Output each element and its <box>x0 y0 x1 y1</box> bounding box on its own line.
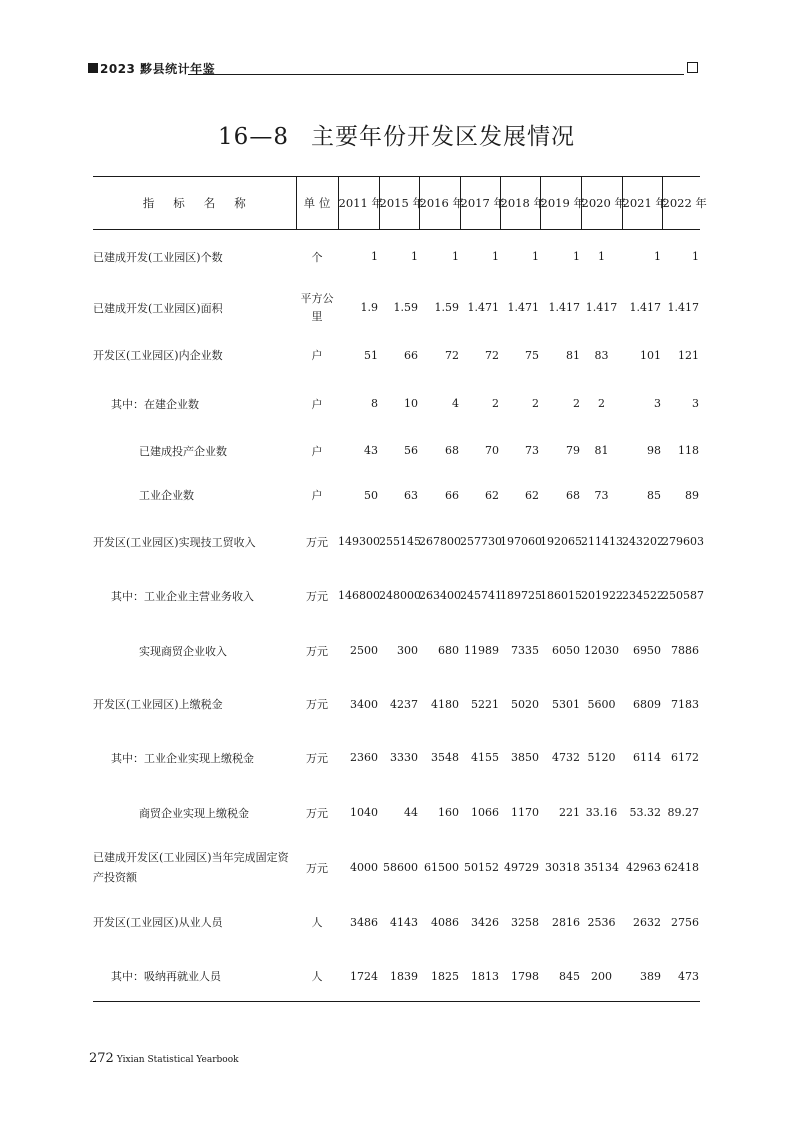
header-year: 2011 年 <box>338 177 379 230</box>
unit-cell: 个 <box>311 250 323 264</box>
table-title-text: 主要年份开发区发展情况 <box>310 124 575 150</box>
indicator-name: 已建成开发(工业园区)面积 <box>93 301 223 315</box>
value-cell: 4732 <box>552 751 580 764</box>
value-cell: 118 <box>678 444 699 457</box>
value-cell: 50152 <box>464 861 499 874</box>
unit-cell: 户 <box>311 489 323 502</box>
value-cell: 42963 <box>626 861 661 874</box>
indicator-name: 其中：在建企业数 <box>111 397 199 411</box>
value-cell: 121 <box>678 348 699 362</box>
value-cell: 6050 <box>552 644 580 657</box>
value-cell: 1066 <box>471 806 499 819</box>
value-cell: 35134 <box>584 861 619 874</box>
table-row <box>93 676 700 733</box>
indicator-name: 已建成开发区(工业园区)当年完成固定资产投资额 <box>93 850 289 884</box>
value-cell: 101 <box>640 348 661 362</box>
value-cell: 2 <box>573 397 580 410</box>
value-cell: 160 <box>438 806 459 819</box>
unit-cell: 万元 <box>306 644 328 658</box>
value-cell: 6172 <box>671 751 699 764</box>
value-cell: 43 <box>364 444 378 457</box>
table-row <box>93 626 700 676</box>
value-cell: 85 <box>647 488 661 502</box>
table-row <box>93 429 700 473</box>
value-cell: 7183 <box>671 697 699 711</box>
header-rule <box>188 74 684 75</box>
table-row <box>93 518 700 566</box>
value-cell: 5120 <box>587 751 616 764</box>
value-cell: 6809 <box>633 697 661 711</box>
value-cell: 3258 <box>511 915 539 929</box>
value-cell: 89.27 <box>667 806 699 819</box>
table-title <box>0 118 793 151</box>
table-row <box>93 783 700 843</box>
value-cell: 68 <box>445 444 459 457</box>
header-title: 2023 黟县统计年鉴 <box>100 62 216 76</box>
value-cell: 2536 <box>587 915 616 929</box>
table-header-row <box>93 177 700 230</box>
value-cell: 250587 <box>662 589 704 602</box>
value-cell: 1.471 <box>467 301 499 314</box>
value-cell: 73 <box>594 488 609 502</box>
value-cell: 257730 <box>460 535 502 548</box>
value-cell: 2756 <box>671 915 699 929</box>
value-cell: 3 <box>654 397 661 410</box>
header-year: 2022 年 <box>662 177 700 230</box>
value-cell: 10 <box>404 397 418 410</box>
value-cell: 49729 <box>504 861 539 874</box>
value-cell: 50 <box>364 488 378 502</box>
value-cell: 245741 <box>460 589 502 602</box>
data-table <box>93 176 707 1002</box>
value-cell: 81 <box>566 348 580 362</box>
value-cell: 8 <box>371 397 378 410</box>
value-cell: 51 <box>364 348 378 362</box>
header-year: 2016 年 <box>419 177 460 230</box>
value-cell: 3850 <box>511 751 539 764</box>
table-row <box>93 566 700 626</box>
indicator-name: 工业企业数 <box>139 489 194 502</box>
value-cell: 4180 <box>431 697 459 711</box>
header-year: 2015 年 <box>379 177 419 230</box>
table-row <box>93 379 700 429</box>
unit-cell: 人 <box>311 916 323 929</box>
value-cell: 68 <box>566 488 580 502</box>
value-cell: 2500 <box>350 644 378 657</box>
value-cell: 389 <box>622 952 662 1002</box>
unit-cell: 万元 <box>306 589 328 603</box>
unit-cell: 平方公里 <box>300 291 334 323</box>
value-cell: 1170 <box>511 806 539 819</box>
table-number: 16—8 <box>218 124 289 150</box>
value-cell: 279603 <box>662 535 704 548</box>
page-number: 272 <box>89 1051 114 1066</box>
header-year: 2019 年 <box>540 177 581 230</box>
value-cell: 63 <box>404 488 418 502</box>
value-cell: 3548 <box>431 751 459 764</box>
header-indicator: 指标名称 <box>93 177 296 230</box>
indicator-name: 其中：吸纳再就业人员 <box>93 952 296 1002</box>
value-cell: 79 <box>566 444 580 457</box>
value-cell: 11989 <box>464 644 499 657</box>
value-cell: 473 <box>662 952 700 1002</box>
value-cell: 1.59 <box>434 301 459 314</box>
value-cell: 1 <box>654 250 661 264</box>
value-cell: 1.59 <box>393 301 418 314</box>
value-cell: 6114 <box>633 751 661 764</box>
table-row <box>93 230 700 284</box>
value-cell: 255145 <box>379 535 421 548</box>
unit-cell: 户 <box>311 397 323 411</box>
value-cell: 7886 <box>671 644 699 657</box>
value-cell: 1040 <box>350 806 378 819</box>
value-cell: 1 <box>371 250 378 264</box>
value-cell: 4 <box>452 397 459 410</box>
value-cell: 1.417 <box>585 301 618 314</box>
value-cell: 1 <box>452 250 459 264</box>
value-cell: 197060 <box>500 535 542 548</box>
value-cell: 146800 <box>338 589 380 602</box>
indicator-name: 实现商贸企业收入 <box>139 644 227 658</box>
value-cell: 4155 <box>471 751 499 764</box>
value-cell: 12030 <box>584 644 619 657</box>
value-cell: 72 <box>485 348 499 362</box>
value-cell: 2 <box>492 397 499 410</box>
indicator-name: 其中：工业企业主营业务收入 <box>111 589 254 603</box>
value-cell: 62 <box>485 488 499 502</box>
table-row <box>93 284 700 332</box>
value-cell: 1724 <box>338 952 379 1002</box>
value-cell: 66 <box>445 488 459 502</box>
value-cell: 5600 <box>587 697 616 711</box>
value-cell: 1 <box>492 250 499 264</box>
value-cell: 3400 <box>350 697 378 711</box>
value-cell: 680 <box>438 644 459 657</box>
value-cell: 1813 <box>460 952 500 1002</box>
indicator-name: 商贸企业实现上缴税金 <box>139 806 249 820</box>
value-cell: 33.16 <box>585 806 618 819</box>
value-cell: 44 <box>404 806 418 819</box>
value-cell: 1.417 <box>629 301 661 314</box>
table-row <box>93 952 700 1002</box>
value-cell: 3 <box>692 397 699 410</box>
value-cell: 30318 <box>545 861 580 874</box>
value-cell: 62 <box>525 488 539 502</box>
value-cell: 70 <box>485 444 499 457</box>
value-cell: 1825 <box>419 952 460 1002</box>
value-cell: 5221 <box>471 697 499 711</box>
unit-cell: 万元 <box>306 861 328 875</box>
page-footer <box>89 1047 239 1066</box>
value-cell: 1 <box>692 250 699 264</box>
value-cell: 53.32 <box>629 806 661 819</box>
value-cell: 201922 <box>581 589 623 602</box>
value-cell: 243202 <box>622 535 664 548</box>
value-cell: 186015 <box>540 589 582 602</box>
value-cell: 1.417 <box>548 301 580 314</box>
indicator-name: 开发区(工业园区)内企业数 <box>93 349 223 362</box>
header-year: 2018 年 <box>500 177 540 230</box>
value-cell: 62418 <box>664 861 699 874</box>
value-cell: 56 <box>404 444 418 457</box>
header-year: 2020 年 <box>581 177 622 230</box>
value-cell: 3330 <box>390 751 418 764</box>
value-cell: 6950 <box>633 644 661 657</box>
value-cell: 61500 <box>424 861 459 874</box>
header-box-icon <box>687 62 698 73</box>
value-cell: 1 <box>598 250 605 264</box>
value-cell: 3486 <box>350 915 378 929</box>
value-cell: 5020 <box>511 697 539 711</box>
value-cell: 1 <box>573 250 580 264</box>
unit-cell: 万元 <box>306 751 328 765</box>
value-cell: 81 <box>594 444 609 457</box>
value-cell: 300 <box>397 644 418 657</box>
value-cell: 72 <box>445 348 459 362</box>
header-unit: 单 位 <box>296 177 338 230</box>
unit-cell: 户 <box>311 349 323 362</box>
value-cell: 1.471 <box>507 301 539 314</box>
unit-cell: 万元 <box>306 698 328 711</box>
value-cell: 189725 <box>500 589 542 602</box>
value-cell: 66 <box>404 348 418 362</box>
value-cell: 83 <box>594 348 609 362</box>
value-cell: 845 <box>540 952 581 1002</box>
value-cell: 234522 <box>622 589 664 602</box>
value-cell: 98 <box>647 444 661 457</box>
value-cell: 4237 <box>390 697 418 711</box>
unit-cell: 人 <box>296 952 338 1002</box>
indicator-name: 已建成投产企业数 <box>139 444 227 458</box>
value-cell: 221 <box>559 806 580 819</box>
square-bullet-icon <box>88 63 98 73</box>
value-cell: 2816 <box>552 915 580 929</box>
value-cell: 58600 <box>383 861 418 874</box>
value-cell: 267800 <box>419 535 461 548</box>
value-cell: 73 <box>525 444 539 457</box>
unit-cell: 万元 <box>306 806 328 820</box>
indicator-name: 已建成开发(工业园区)个数 <box>93 250 223 264</box>
yearbook-name: Yixian Statistical Yearbook <box>116 1055 239 1065</box>
table-row <box>93 733 700 783</box>
value-cell: 149300 <box>338 535 380 548</box>
value-cell: 2 <box>598 397 605 410</box>
value-cell: 192065 <box>540 535 582 548</box>
value-cell: 263400 <box>419 589 461 602</box>
header-year: 2017 年 <box>460 177 500 230</box>
value-cell: 248000 <box>379 589 421 602</box>
unit-cell: 万元 <box>306 535 328 549</box>
value-cell: 4000 <box>350 861 378 874</box>
value-cell: 1839 <box>379 952 419 1002</box>
value-cell: 3426 <box>471 915 499 929</box>
value-cell: 1 <box>532 250 539 264</box>
value-cell: 89 <box>685 488 699 502</box>
page-header <box>88 60 698 76</box>
value-cell: 1798 <box>500 952 540 1002</box>
header-year: 2021 年 <box>622 177 662 230</box>
value-cell: 4143 <box>390 915 418 929</box>
value-cell: 4086 <box>431 915 459 929</box>
value-cell: 2 <box>532 397 539 410</box>
value-cell: 2632 <box>633 915 661 929</box>
indicator-name: 其中：工业企业实现上缴税金 <box>111 751 254 765</box>
value-cell: 1 <box>411 250 418 264</box>
table-row <box>93 843 700 893</box>
indicator-name: 开发区(工业园区)从业人员 <box>93 916 223 929</box>
table-row <box>93 473 700 518</box>
unit-cell: 户 <box>311 444 323 458</box>
value-cell: 200 <box>581 952 622 1002</box>
table-row <box>93 893 700 952</box>
table-row <box>93 332 700 379</box>
value-cell: 1.417 <box>667 301 699 314</box>
indicator-name: 开发区(工业园区)实现技工贸收入 <box>93 535 256 549</box>
value-cell: 2360 <box>350 751 378 764</box>
value-cell: 211413 <box>581 535 623 548</box>
value-cell: 75 <box>525 348 539 362</box>
value-cell: 5301 <box>552 697 580 711</box>
value-cell: 7335 <box>511 644 539 657</box>
indicator-name: 开发区(工业园区)上缴税金 <box>93 698 223 711</box>
value-cell: 1.9 <box>360 301 378 314</box>
